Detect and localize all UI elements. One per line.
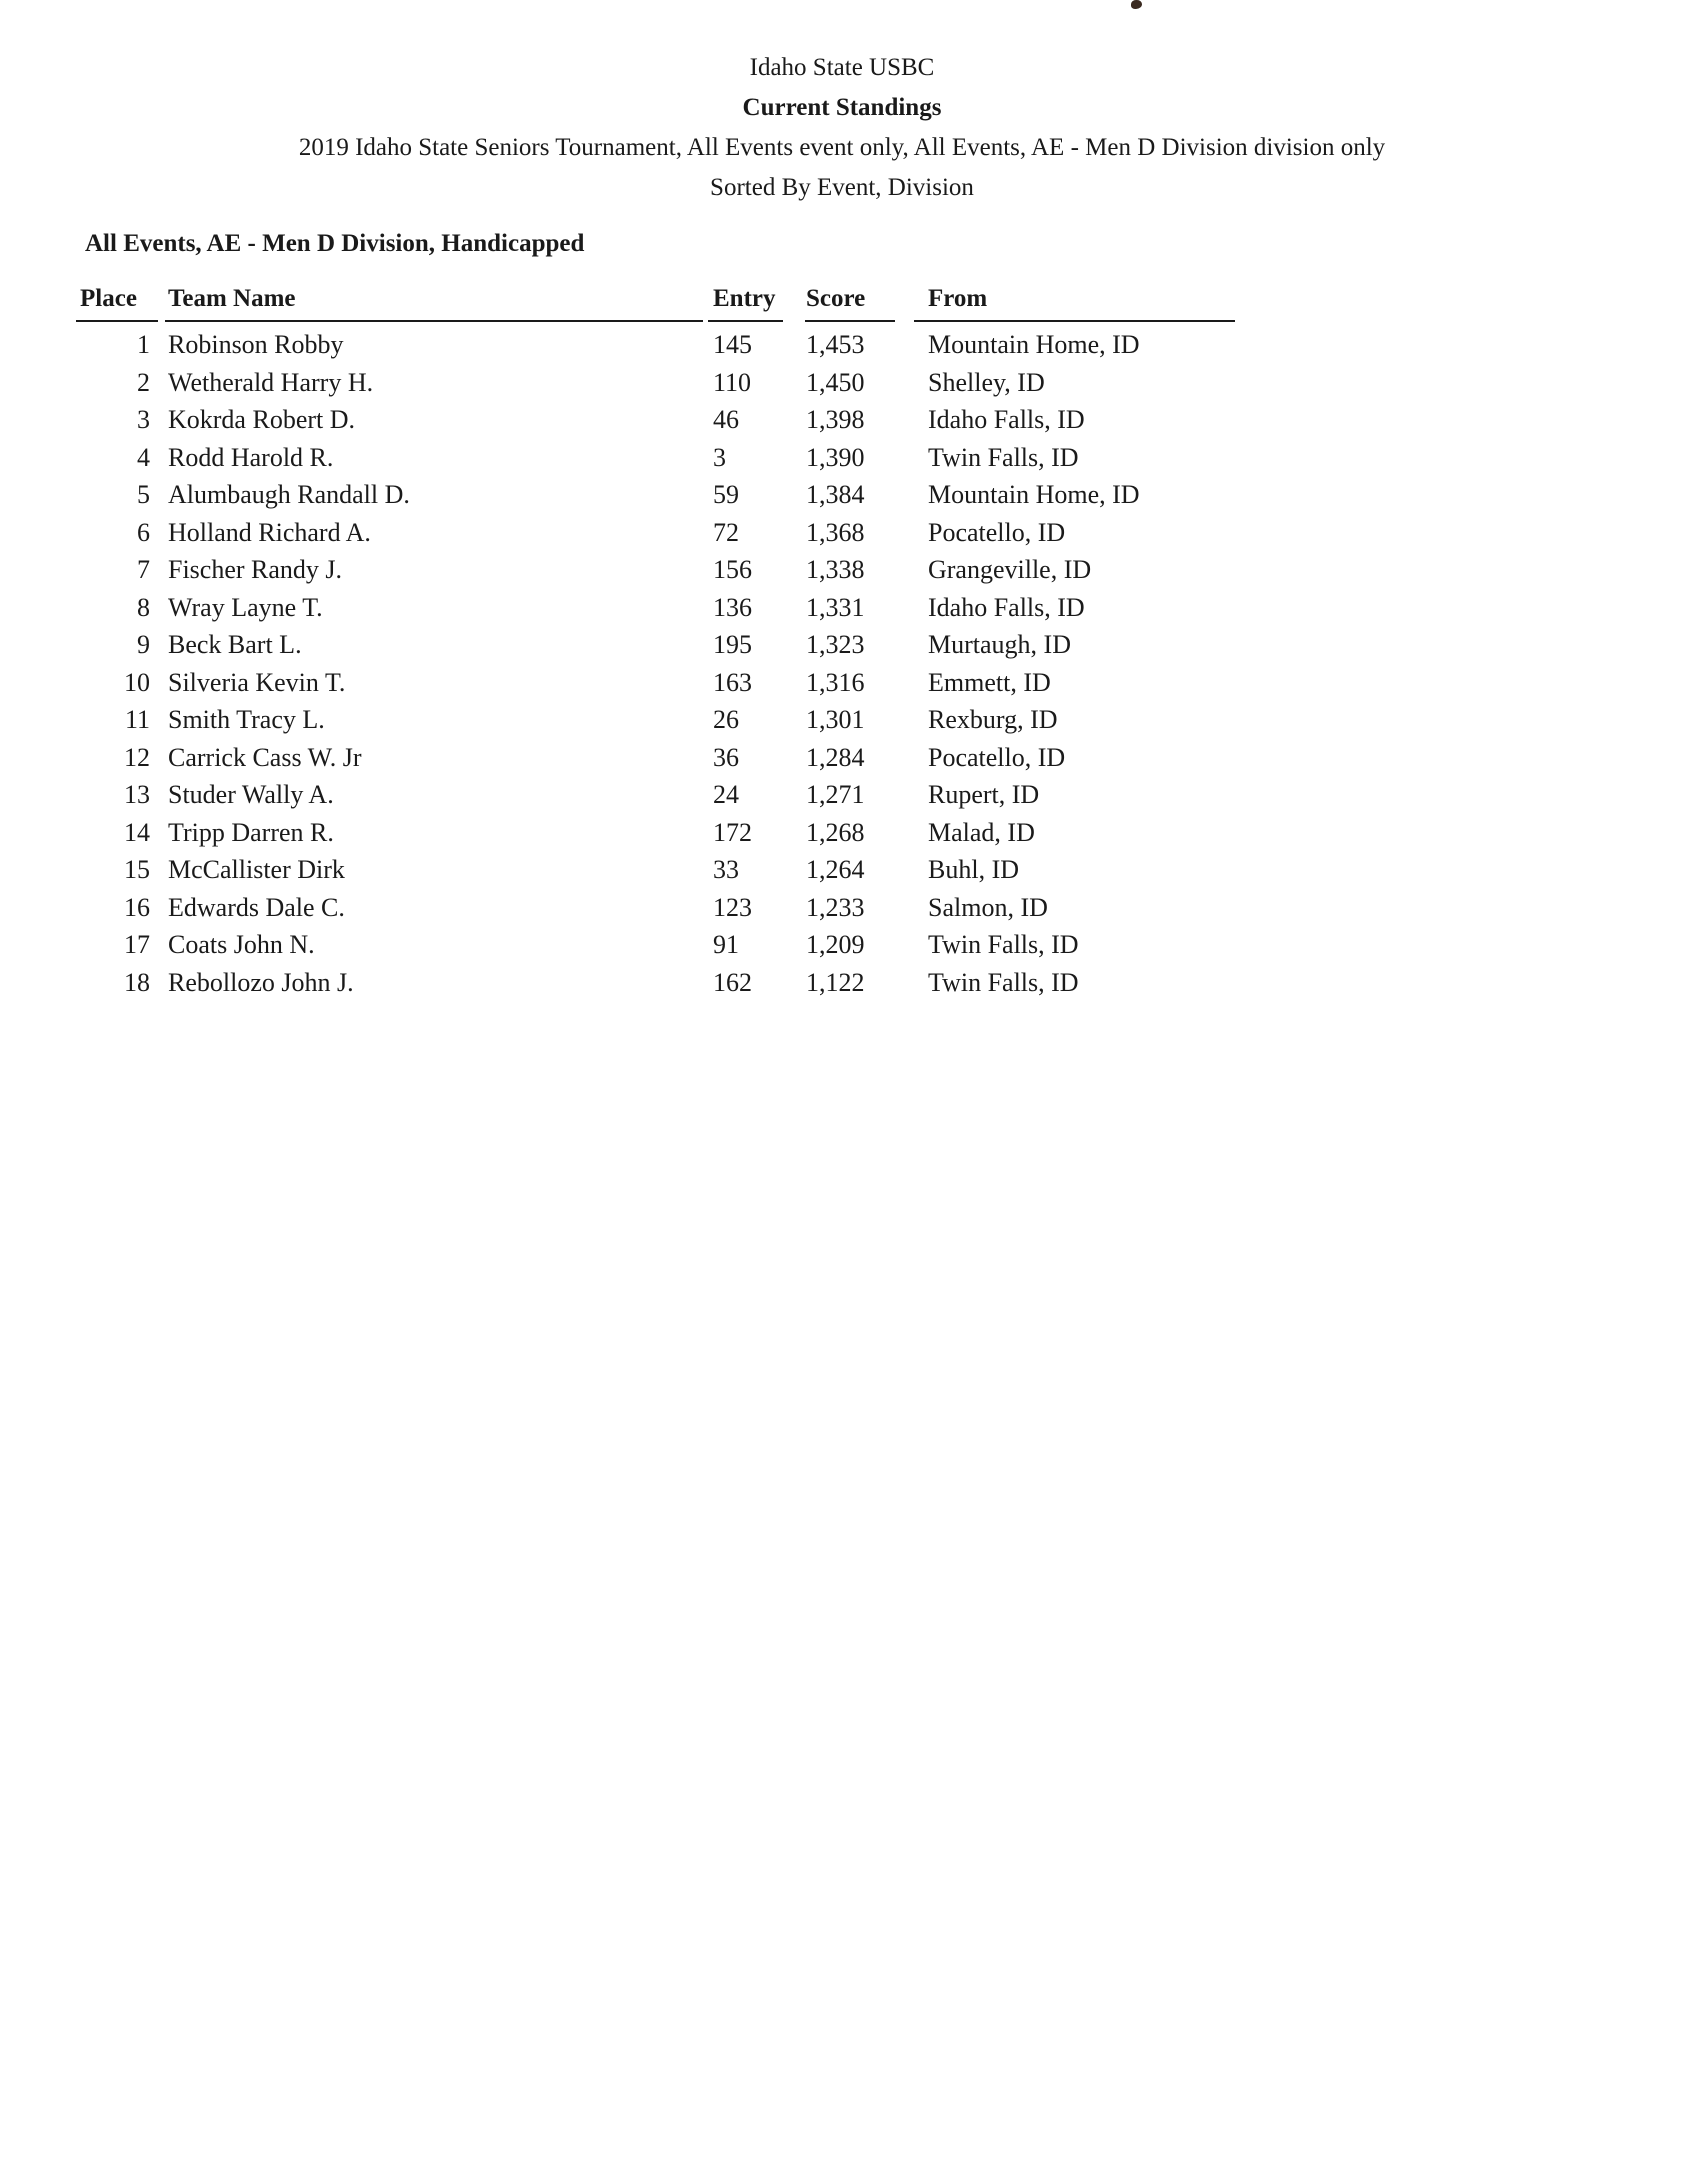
- from-cell: Grangeville, ID: [928, 555, 1092, 584]
- place-cell: 16: [124, 892, 150, 922]
- team-name-cell: Carrick Cass W. Jr: [168, 742, 362, 772]
- from-cell: Twin Falls, ID: [928, 442, 1079, 472]
- sort-description: Sorted By Event, Division: [710, 174, 974, 201]
- entry-cell: 36: [713, 742, 739, 772]
- team-name-cell: Rodd Harold R.: [168, 442, 334, 472]
- entry-cell: 110: [713, 367, 752, 397]
- entry-cell: 33: [713, 855, 739, 884]
- from-cell: Emmett, ID: [928, 667, 1051, 697]
- section-title: All Events, AE - Men D Division, Handicapped: [85, 230, 585, 257]
- place-cell: 12: [124, 742, 150, 772]
- place-cell: 9: [137, 630, 150, 659]
- from-cell: Murtaugh, ID: [928, 630, 1071, 659]
- score-cell: 1,284: [806, 742, 865, 772]
- entry-cell: 3: [713, 442, 726, 472]
- score-cell: 1,301: [806, 705, 865, 734]
- team-name-cell: Beck Bart L.: [168, 630, 302, 659]
- entry-cell: 123: [713, 892, 752, 922]
- column-header-score: Score: [806, 285, 866, 312]
- column-rule-entry: [708, 320, 783, 322]
- table-row: [0, 553, 1684, 591]
- score-cell: 1,450: [806, 367, 865, 397]
- place-cell: 18: [124, 967, 150, 997]
- report-subtitle: 2019 Idaho State Seniors Tournament, All Events event only, All Events, AE - Men D Division division only: [298, 134, 1386, 161]
- from-cell: Twin Falls, ID: [928, 930, 1079, 959]
- team-name-cell: Wetherald Harry H.: [168, 367, 374, 397]
- standings-table: [0, 328, 1684, 1003]
- entry-cell: 46: [713, 405, 739, 434]
- score-cell: 1,122: [806, 967, 865, 997]
- from-cell: Pocatello, ID: [928, 742, 1066, 772]
- team-name-cell: Coats John N.: [168, 930, 315, 959]
- score-cell: 1,331: [806, 592, 865, 622]
- place-cell: 17: [124, 930, 150, 959]
- table-row: [0, 778, 1684, 816]
- table-row: [0, 891, 1684, 929]
- report-header: [0, 48, 1684, 208]
- from-cell: Pocatello, ID: [928, 517, 1066, 547]
- place-cell: 11: [124, 705, 150, 734]
- table-row: [0, 966, 1684, 1004]
- column-rule-from: [914, 320, 1235, 322]
- column-header-from: From: [928, 285, 988, 312]
- place-cell: 13: [124, 780, 150, 809]
- team-name-cell: Rebollozo John J.: [168, 967, 354, 997]
- column-rule-place: [76, 320, 158, 322]
- score-cell: 1,338: [806, 555, 865, 584]
- team-name-cell: Alumbaugh Randall D.: [168, 480, 410, 509]
- place-cell: 2: [137, 367, 150, 397]
- org-name: Idaho State USBC: [749, 54, 935, 81]
- score-cell: 1,398: [806, 405, 865, 434]
- place-cell: 4: [137, 442, 150, 472]
- score-cell: 1,271: [806, 780, 865, 809]
- from-cell: Mountain Home, ID: [928, 330, 1140, 359]
- from-cell: Malad, ID: [928, 817, 1035, 847]
- score-cell: 1,453: [806, 330, 865, 359]
- column-rule-team-name: [165, 320, 703, 322]
- team-name-cell: Smith Tracy L.: [168, 705, 325, 734]
- entry-cell: 163: [713, 667, 752, 697]
- table-row: [0, 403, 1684, 441]
- team-name-cell: Fischer Randy J.: [168, 555, 343, 584]
- place-cell: 15: [124, 855, 150, 884]
- team-name-cell: Silveria Kevin T.: [168, 667, 346, 697]
- report-title: Current Standings: [742, 94, 942, 121]
- place-cell: 3: [137, 405, 150, 434]
- from-cell: Idaho Falls, ID: [928, 592, 1085, 622]
- team-name-cell: Kokrda Robert D.: [168, 405, 356, 434]
- from-cell: Rexburg, ID: [928, 705, 1058, 734]
- entry-cell: 162: [713, 967, 752, 997]
- score-cell: 1,384: [806, 480, 865, 509]
- place-cell: 7: [137, 555, 150, 584]
- entry-cell: 172: [713, 817, 752, 847]
- column-header-team-name: Team Name: [168, 285, 296, 312]
- from-cell: Shelley, ID: [928, 367, 1045, 397]
- from-cell: Salmon, ID: [928, 892, 1048, 922]
- entry-cell: 91: [713, 930, 739, 959]
- table-row: [0, 741, 1684, 779]
- from-cell: Idaho Falls, ID: [928, 405, 1085, 434]
- from-cell: Rupert, ID: [928, 780, 1040, 809]
- table-row: [0, 928, 1684, 966]
- place-cell: 8: [137, 592, 150, 622]
- from-cell: Mountain Home, ID: [928, 480, 1140, 509]
- table-row: [0, 666, 1684, 704]
- score-cell: 1,233: [806, 892, 865, 922]
- table-row: [0, 628, 1684, 666]
- entry-cell: 59: [713, 480, 739, 509]
- score-cell: 1,264: [806, 855, 865, 884]
- table-row: [0, 853, 1684, 891]
- team-name-cell: Wray Layne T.: [168, 592, 323, 622]
- score-cell: 1,390: [806, 442, 865, 472]
- entry-cell: 72: [713, 517, 739, 547]
- team-name-cell: Studer Wally A.: [168, 780, 334, 809]
- place-cell: 5: [137, 480, 150, 509]
- place-cell: 6: [137, 517, 150, 547]
- column-header-place: Place: [80, 285, 137, 312]
- place-cell: 1: [137, 330, 150, 359]
- score-cell: 1,316: [806, 667, 865, 697]
- entry-cell: 156: [713, 555, 752, 584]
- from-cell: Buhl, ID: [928, 855, 1019, 884]
- score-cell: 1,209: [806, 930, 865, 959]
- place-cell: 10: [124, 667, 150, 697]
- entry-cell: 24: [713, 780, 739, 809]
- table-row: [0, 366, 1684, 404]
- entry-cell: 195: [713, 630, 752, 659]
- table-row: [0, 703, 1684, 741]
- from-cell: Twin Falls, ID: [928, 967, 1079, 997]
- entry-cell: 26: [713, 705, 739, 734]
- table-row: [0, 516, 1684, 554]
- entry-cell: 145: [713, 330, 752, 359]
- team-name-cell: Tripp Darren R.: [168, 817, 334, 847]
- column-rule-score: [805, 320, 895, 322]
- score-cell: 1,323: [806, 630, 865, 659]
- place-cell: 14: [124, 817, 150, 847]
- score-cell: 1,268: [806, 817, 865, 847]
- entry-cell: 136: [713, 592, 752, 622]
- table-row: [0, 591, 1684, 629]
- table-row: [0, 478, 1684, 516]
- score-cell: 1,368: [806, 517, 865, 547]
- scan-speck: [1131, 0, 1142, 9]
- team-name-cell: McCallister Dirk: [168, 855, 345, 884]
- table-row: [0, 816, 1684, 854]
- team-name-cell: Holland Richard A.: [168, 517, 371, 547]
- team-name-cell: Robinson Robby: [168, 330, 344, 359]
- column-header-entry: Entry: [713, 285, 776, 312]
- team-name-cell: Edwards Dale C.: [168, 892, 345, 922]
- table-row: [0, 441, 1684, 479]
- table-row: [0, 328, 1684, 366]
